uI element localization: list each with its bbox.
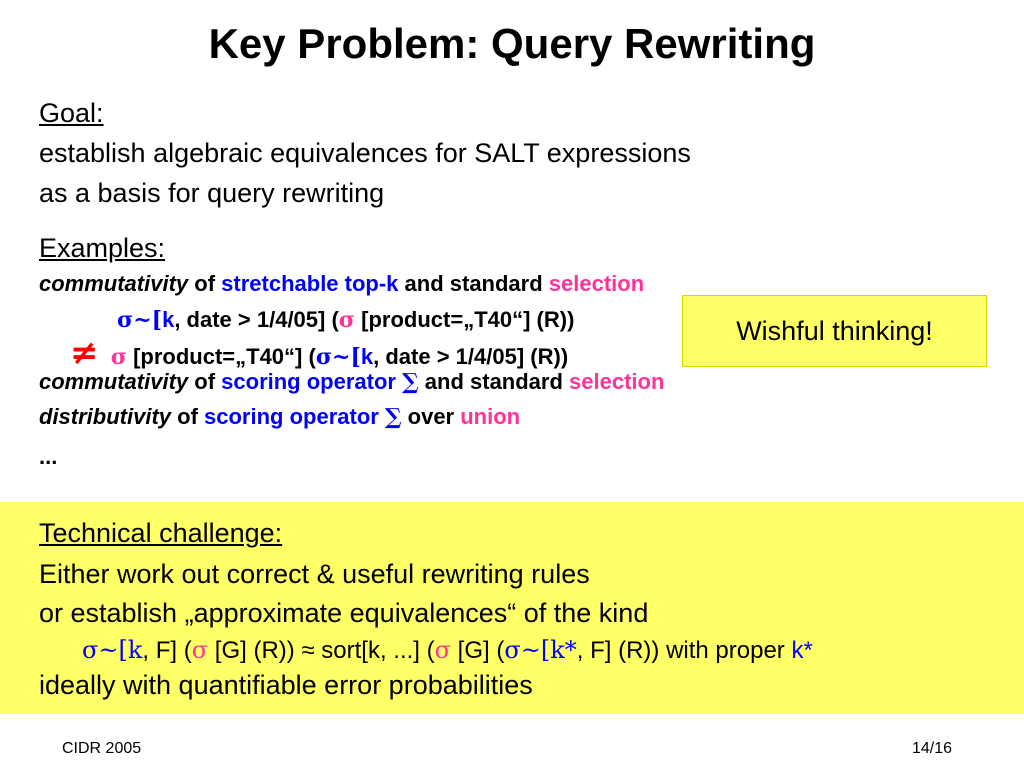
examples-heading: Examples:	[39, 233, 166, 263]
example-2-and: and standard	[418, 369, 570, 394]
example-3-of: of	[171, 404, 205, 429]
goal-line-1: establish algebraic equivalences for SALT expressions	[39, 138, 691, 168]
sigma-icon: σ	[191, 636, 209, 664]
sigma-tilde-k-icon: σ~[k	[82, 636, 143, 664]
example-2-operator: scoring operator	[221, 369, 396, 394]
formula-1-k: k	[162, 307, 175, 332]
approx-formula	[82, 636, 813, 665]
approx-formula-part-4: , F] (R)) with proper	[576, 637, 792, 664]
sigma-icon: σ	[434, 636, 452, 664]
approx-formula-part-3: [G] (	[451, 637, 505, 664]
formula-2	[70, 333, 568, 373]
challenge-line-2: or establish „approximate equivalences“ of the kind	[39, 598, 649, 628]
ellipsis: ...	[39, 444, 58, 469]
sigma-tilde-icon: σ~[	[117, 307, 163, 333]
callout-text: Wishful thinking!	[736, 315, 933, 346]
example-3-over: over	[401, 404, 461, 429]
example-2-selection: selection	[569, 369, 665, 394]
formula-1	[117, 307, 574, 333]
goal-heading: Goal:	[39, 98, 104, 128]
formula-1-part-2: [product=„T40“] (R))	[355, 307, 575, 332]
sum-icon: ∑	[384, 404, 402, 430]
formula-1-part-1: , date > 1/4/05] (	[174, 307, 339, 332]
formula-2-part-2: , date > 1/4/05] (R))	[373, 344, 569, 369]
sigma-icon: σ	[338, 307, 356, 333]
wishful-thinking-callout	[682, 295, 987, 367]
footer-conference: CIDR 2005	[62, 740, 142, 757]
approx-formula-part-1: , F] (	[142, 637, 192, 664]
example-3-union: union	[460, 404, 521, 429]
approx-formula-part-2: [G] (R)) ≈ sort[k, ...] (	[208, 637, 435, 664]
challenge-line-1: Either work out correct & useful rewriting rules	[39, 559, 590, 589]
example-2-of: of	[188, 369, 222, 394]
example-3	[39, 404, 520, 430]
kstar: k*	[791, 637, 813, 664]
example-1-of: of	[188, 271, 222, 296]
sigma-icon: σ	[110, 344, 127, 370]
example-1-and: and standard	[398, 271, 549, 296]
not-equal-icon: ≠	[70, 333, 99, 373]
sum-icon: ∑	[402, 369, 419, 395]
challenge-heading: Technical challenge:	[39, 518, 283, 548]
example-2	[39, 369, 664, 395]
footer-page-number: 14/16	[912, 740, 953, 757]
formula-2-k: k	[360, 344, 374, 369]
example-1	[39, 271, 644, 297]
slide-title: Key Problem: Query Rewriting	[208, 20, 816, 67]
example-1-property: commutativity	[39, 271, 189, 296]
sigma-tilde-icon: σ~[	[315, 344, 361, 370]
formula-2-part-1: [product=„T40“] (	[126, 344, 316, 369]
challenge-line-3: ideally with quantifiable error probabilities	[39, 670, 533, 700]
sigma-tilde-kstar-icon: σ~[k*	[504, 636, 577, 664]
example-3-operator: scoring operator	[204, 404, 379, 429]
example-3-property: distributivity	[39, 404, 172, 429]
example-1-selection: selection	[548, 271, 645, 296]
example-2-property: commutativity	[39, 369, 189, 394]
goal-line-2: as a basis for query rewriting	[39, 178, 385, 208]
example-1-operator: stretchable top-k	[221, 271, 399, 296]
